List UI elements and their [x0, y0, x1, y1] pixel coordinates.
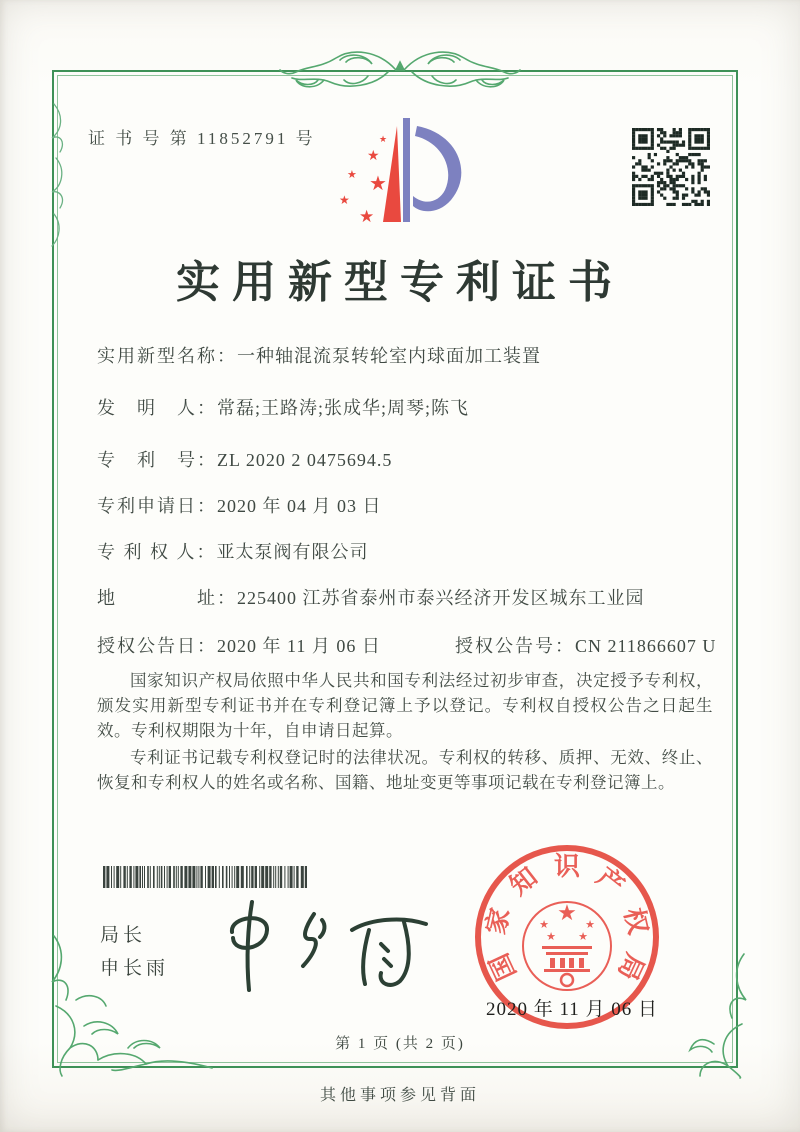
field-grant-number [455, 632, 716, 658]
seal-char: 产 [591, 862, 630, 901]
field-value: ZL 2020 2 0475694.5 [217, 450, 393, 470]
field-value: 一种轴混流泵转轮室内球面加工装置 [237, 346, 541, 366]
field-value: CN 211866607 U [575, 636, 717, 656]
cnipa-logo-icon [333, 112, 477, 236]
handwritten-signature-icon [218, 892, 433, 997]
field-patent-number [97, 446, 717, 472]
qr-code-icon [632, 128, 710, 206]
field-label: 实用新型名称： [97, 346, 237, 366]
svg-text:★: ★ [539, 919, 549, 931]
national-emblem [523, 900, 611, 990]
certificate-title: 实用新型专利证书 [176, 258, 624, 307]
seal-char: 知 [504, 862, 543, 901]
director-title: 局长 [100, 925, 147, 946]
legal-paragraph-2: 专利证书记载专利权登记时的法律状况。专利权的转移、质押、无效、终止、恢复和专利权人的姓名或名称、国籍、地址变更等事项记载在专利登记簿上。 [97, 748, 713, 792]
director-name: 申长雨 [100, 958, 170, 979]
field-filing-date [97, 492, 717, 518]
field-label: 地 址： [97, 588, 237, 608]
certificate-number: 证 书 号 第 11852791 号 [88, 129, 316, 148]
svg-text:★: ★ [585, 919, 595, 931]
field-label: 专 利 权 人： [97, 542, 217, 562]
field-patentee [97, 538, 717, 564]
svg-text:★: ★ [557, 900, 577, 925]
seal-char: 国 [484, 948, 522, 985]
field-label: 专利申请日： [97, 496, 217, 516]
svg-text:★: ★ [379, 134, 388, 144]
page-indicator: 第 1 页 (共 2 页) [335, 1036, 465, 1052]
field-label: 授权公告日： [97, 636, 217, 656]
seal-char: 权 [618, 905, 653, 938]
seal-char: 局 [612, 948, 650, 985]
svg-text:★: ★ [339, 193, 350, 207]
field-value: 2020 年 04 月 03 日 [217, 496, 382, 516]
field-label: 授权公告号： [455, 636, 575, 656]
field-label: 专 利 号： [97, 450, 217, 470]
svg-text:★: ★ [367, 149, 380, 164]
svg-text:★: ★ [347, 169, 357, 181]
legal-paragraph-1: 国家知识产权局依照中华人民共和国专利法经过初步审查，决定授予专利权，颁发实用新型专利证书并在专利登记簿上予以登记。专利权自授权公告之日起生效。专利权期限为十年，自申请日起算。 [97, 671, 713, 740]
field-value: 2020 年 11 月 06 日 [217, 636, 381, 656]
back-side-note: 其他事项参见背面 [319, 1087, 480, 1104]
field-inventors [97, 394, 717, 420]
field-value: 亚太泵阀有限公司 [216, 542, 369, 562]
svg-text:★: ★ [369, 173, 387, 195]
field-value: 225400 江苏省泰州市泰兴经济开发区城东工业园 [237, 588, 645, 608]
field-address [97, 584, 717, 610]
field-label: 发 明 人： [97, 398, 217, 418]
svg-text:★: ★ [359, 207, 375, 226]
field-value: 常磊;王路涛;张成华;周琴;陈飞 [217, 398, 470, 418]
svg-text:★: ★ [578, 931, 588, 943]
svg-text:★: ★ [546, 931, 556, 943]
barcode-icon [103, 866, 307, 888]
legal-text [97, 668, 713, 797]
field-utility-model-name [97, 342, 717, 368]
seal-date: 2020 年 11 月 06 日 [485, 999, 659, 1020]
seal-char: 家 [481, 905, 516, 938]
seal-char: 识 [553, 852, 581, 881]
